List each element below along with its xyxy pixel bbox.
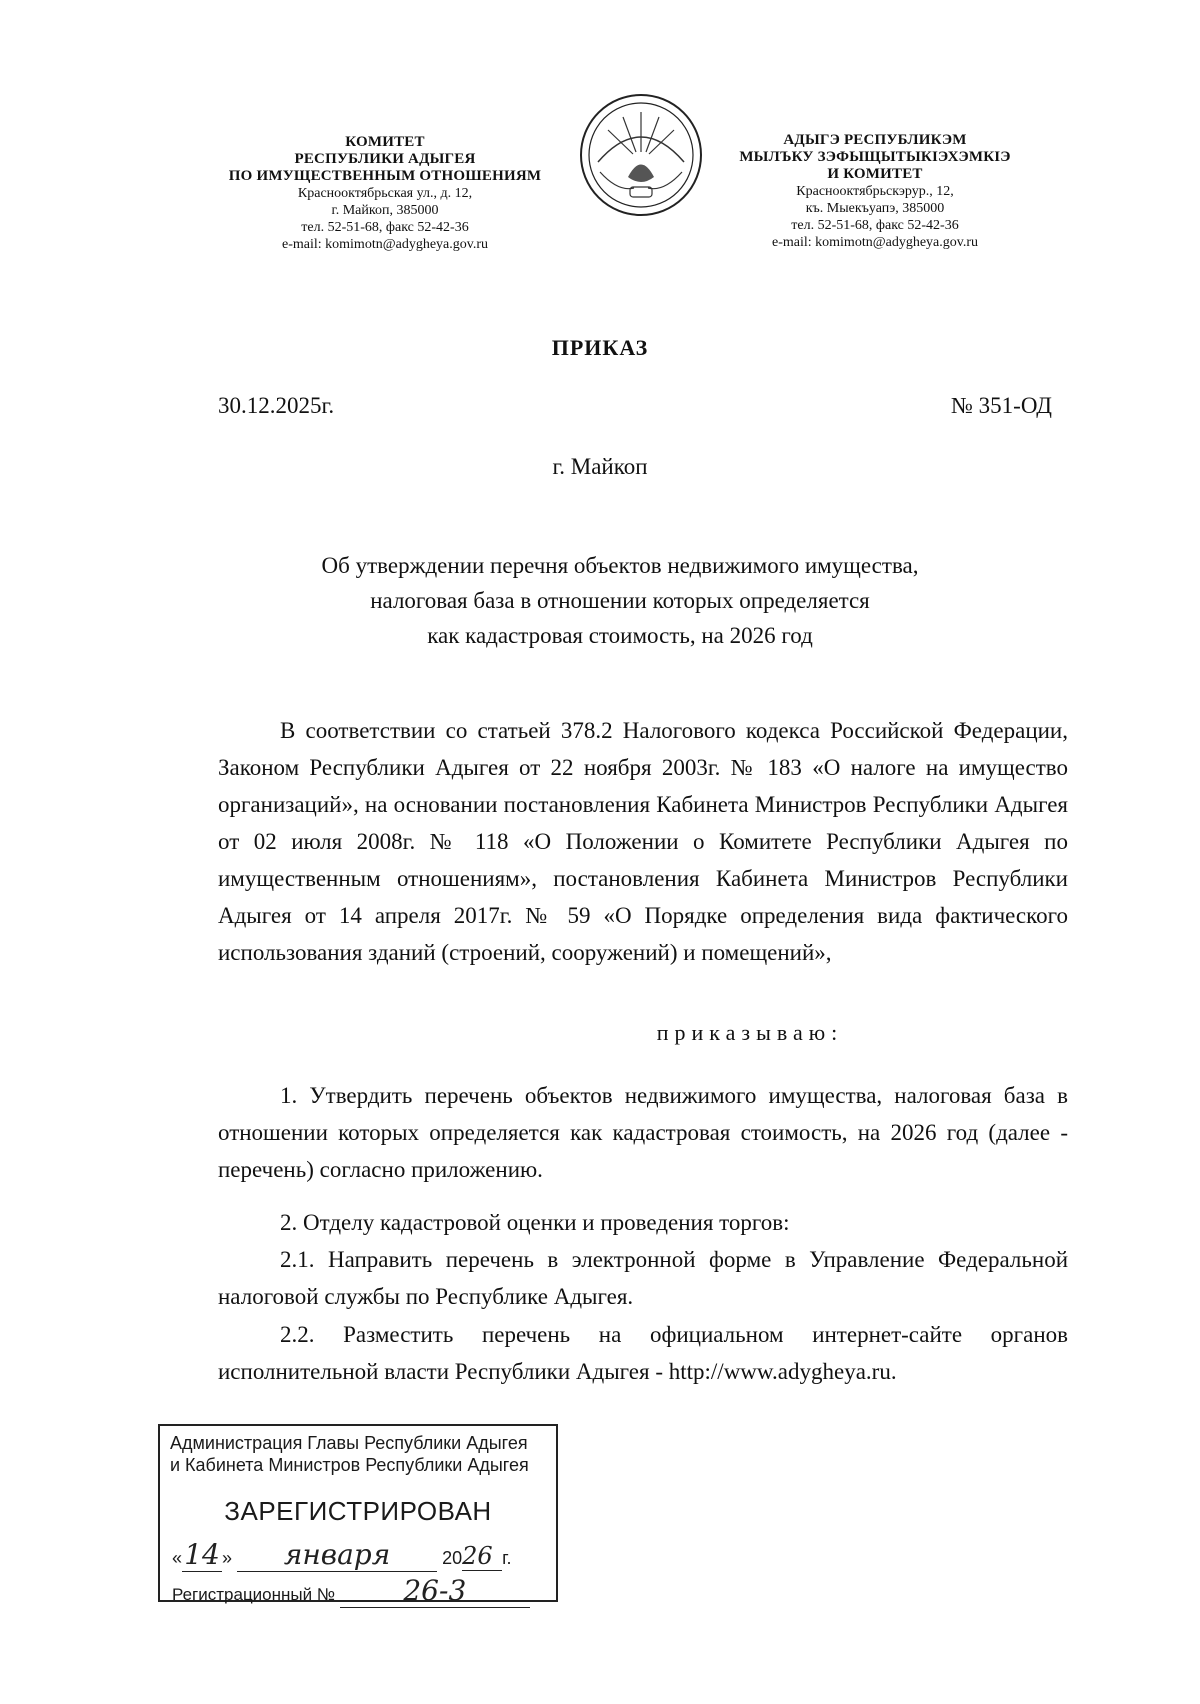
header-left xyxy=(195,134,575,253)
stamp-status: ЗАРЕГИСТРИРОВАН xyxy=(224,1496,492,1526)
item-2-paragraph xyxy=(218,1204,1068,1241)
stamp-reg-line xyxy=(172,1574,530,1608)
stamp-quote-open: « xyxy=(172,1548,183,1568)
stamp-year-suffix: 26 xyxy=(462,1542,502,1571)
header-left-line3: ПО ИМУЩЕСТВЕННЫМ ОТНОШЕНИЯМ xyxy=(228,168,542,184)
item-2-1-paragraph xyxy=(218,1241,1068,1315)
stamp-year-g: г. xyxy=(502,1548,512,1568)
document-title: ПРИКАЗ xyxy=(551,335,649,360)
subject-line-2: налоговая база в отношении которых определяется xyxy=(370,588,870,613)
stamp-quote-close: » xyxy=(222,1548,233,1568)
header-left-phone: тел. 52-51-68, факс 52-42-36 xyxy=(301,220,469,235)
stamp-day: 14 xyxy=(182,1538,222,1572)
header-right-line3: И КОМИТЕТ xyxy=(827,166,923,182)
header-right-line1: АДЫГЭ РЕСПУБЛИКЭМ xyxy=(783,132,967,148)
header-right-line2: МЫЛЪКУ ЗЭФЫЩЫТЫКIЭХЭМКIЭ xyxy=(739,149,1011,165)
header-left-city: г. Майкоп, 385000 xyxy=(331,203,439,218)
stamp-date-line xyxy=(172,1538,550,1570)
subject-line-1: Об утверждении перечня объектов недвижимого имущества, xyxy=(321,553,919,578)
stamp-org-line2: и Кабинета Министров Республики Адыгея xyxy=(170,1455,529,1475)
document-subject xyxy=(200,548,1040,653)
stamp-year-prefix: 20 xyxy=(442,1548,463,1568)
item-2-2-paragraph xyxy=(218,1316,1068,1390)
registration-stamp xyxy=(158,1424,558,1607)
item-2-1-text: 2.1. Направить перечень в электронной форме в Управление Федеральной налоговой службы по Республике Адыгея. xyxy=(218,1247,1068,1309)
stamp-reg-label: Регистрационный № xyxy=(172,1585,336,1604)
header-left-line2: РЕСПУБЛИКИ АДЫГЕЯ xyxy=(294,151,476,167)
header-right-email: e-mail: komimotn@adygheya.gov.ru xyxy=(772,235,978,250)
document-city: г. Майкоп xyxy=(552,454,648,479)
basis-text: В соответствии со статьей 378.2 Налогового кодекса Российской Федерации, Законом Республики Адыгея от 22 ноября 2003г. № 183 «О налоге на имущество организаций», на основании постановления Кабинета Министров Республики Адыгея от 02 июля 2008г. № 118 «О Положении о Комитете Республики Адыгея по имущественным отношениям», постановления Кабинета Министров Республики Адыгея от 14 апреля 2017г. № 59 «О Порядке определения вида фактического использования зданий (строений, сооружений) и помещений», xyxy=(218,718,1068,965)
document-number: № 351-ОД xyxy=(950,393,1052,418)
stamp-org xyxy=(170,1432,529,1476)
item-1-paragraph xyxy=(218,1077,1068,1188)
stamp-reg-number: 26-3 xyxy=(340,1574,530,1608)
item-2-text: 2. Отделу кадастровой оценки и проведения торгов: xyxy=(280,1210,790,1235)
coat-of-arms-emblem-icon xyxy=(578,92,704,218)
header-left-line1: КОМИТЕТ xyxy=(345,134,425,150)
header-right-phone: тел. 52-51-68, факс 52-42-36 xyxy=(791,218,959,233)
basis-paragraph xyxy=(218,712,1068,971)
header-left-email: e-mail: komimotn@adygheya.gov.ru xyxy=(282,237,488,252)
document-date: 30.12.2025г. xyxy=(218,393,335,418)
item-1-text: 1. Утвердить перечень объектов недвижимого имущества, налоговая база в отношении которых определяется как кадастровая стоимость, на 2026 год (далее - перечень) согласно приложению. xyxy=(218,1083,1068,1182)
header-right-city: къ. Мыекъуапэ, 385000 xyxy=(805,201,945,216)
stamp-month: января xyxy=(237,1538,437,1572)
item-2-2-text: 2.2. Разместить перечень на официальном интернет-сайте органов исполнительной власти Республики Адыгея - http://www.adygheya.ru. xyxy=(218,1322,1068,1384)
header-right-address: Краснооктябрьскэрур., 12, xyxy=(796,184,954,199)
header-left-address: Краснооктябрьская ул., д. 12, xyxy=(297,186,473,201)
subject-line-3: как кадастровая стоимость, на 2026 год xyxy=(427,623,813,648)
header-right xyxy=(710,132,1040,251)
order-word: приказываю: xyxy=(656,1020,844,1045)
stamp-org-line1: Администрация Главы Республики Адыгея xyxy=(170,1433,528,1453)
